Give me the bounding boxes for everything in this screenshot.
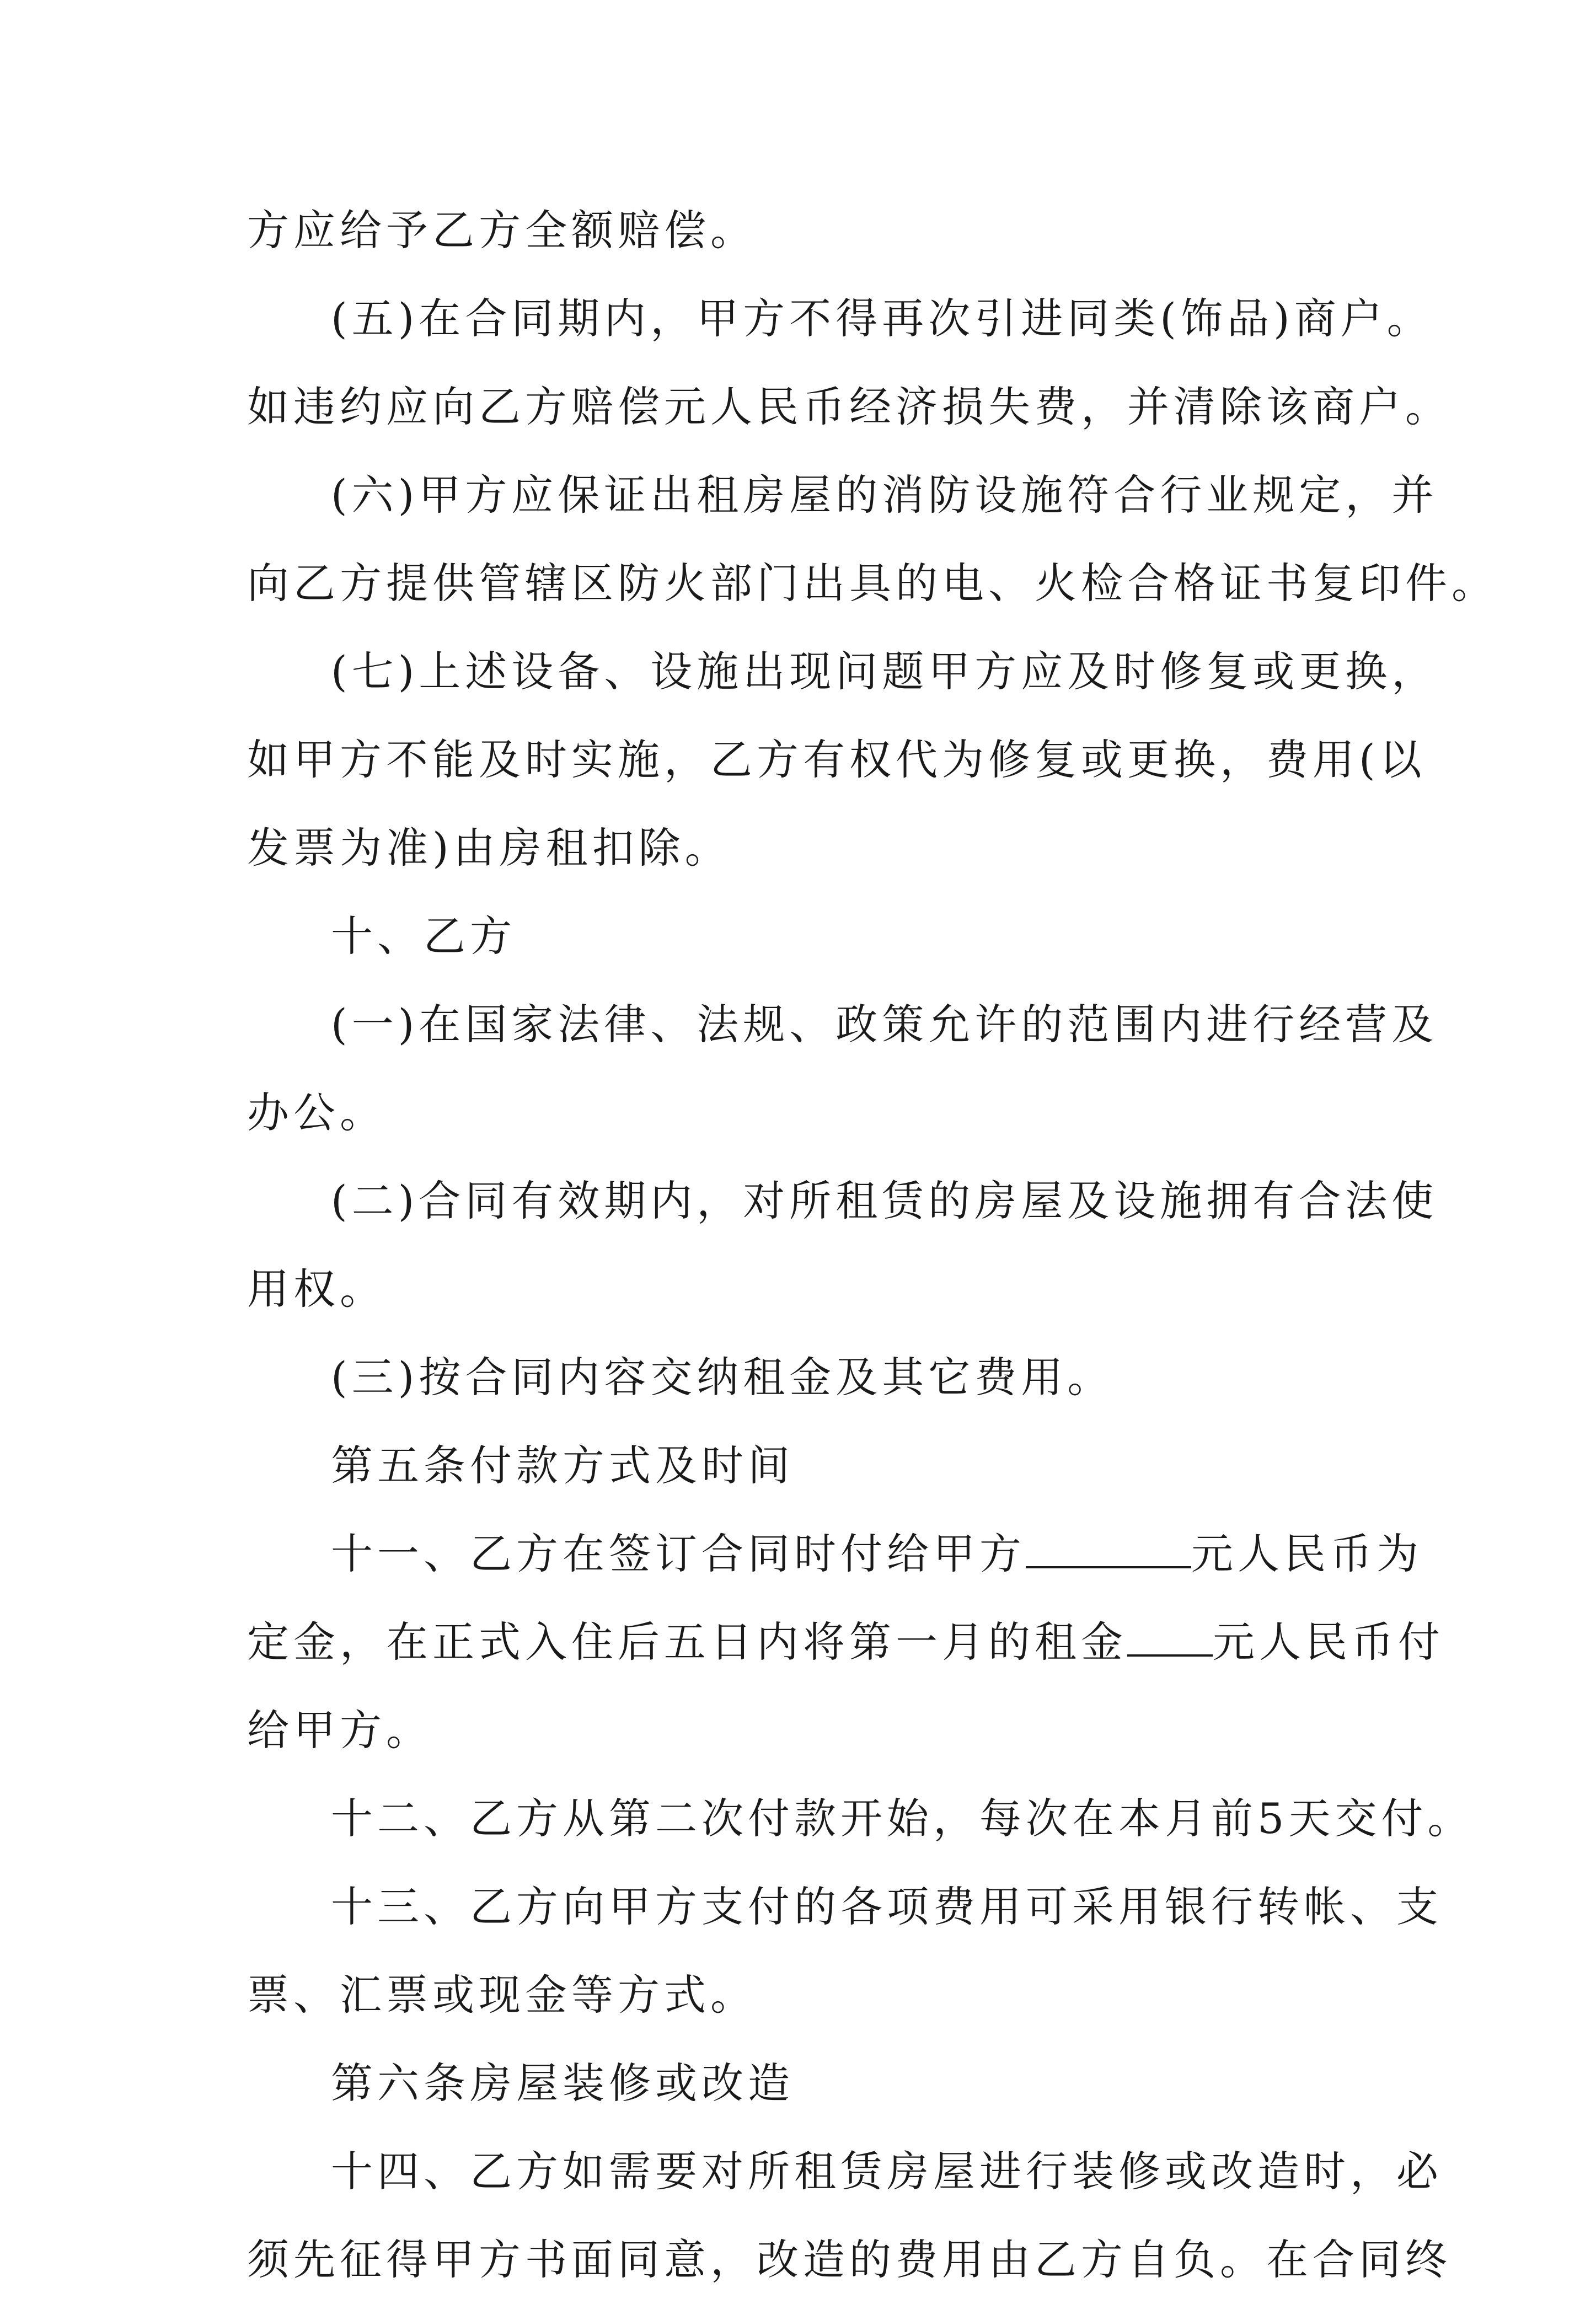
paragraph-line: 办公。 — [247, 1088, 386, 1137]
paragraph-line: 如违约应向乙方赔偿元人民币经济损失费，并清除该商户。 — [247, 382, 1452, 431]
paragraph-line: 用权。 — [247, 1264, 386, 1314]
line-text: 元人民币为 — [1191, 1529, 1423, 1578]
paragraph-line: (五)在合同期内，甲方不得再次引进同类(饰品)商户。 — [331, 294, 1433, 343]
paragraph-line: 向乙方提供管辖区防火部门出具的电、火检合格证书复印件。 — [247, 559, 1498, 608]
paragraph-line: 十三、乙方向甲方支付的各项费用可采用银行转帐、支 — [331, 1882, 1443, 1931]
paragraph-line: 发票为准)由房租扣除。 — [247, 823, 731, 872]
fill-in-blank — [1026, 1531, 1191, 1568]
line-text: 定金，在正式入住后五日内将第一月的租金 — [247, 1617, 1127, 1667]
article-heading: 第五条付款方式及时间 — [331, 1441, 794, 1490]
paragraph-line: (二)合同有效期内，对所租赁的房屋及设施拥有合法使 — [331, 1176, 1438, 1225]
contract-body — [247, 186, 1498, 2304]
paragraph-line: 方应给予乙方全额赔偿。 — [247, 206, 757, 255]
paragraph-line: 须先征得甲方书面同意，改造的费用由乙方自负。在合同终 — [247, 2235, 1452, 2284]
paragraph-line: 给甲方。 — [247, 1706, 432, 1755]
paragraph-line: (三)按合同内容交纳租金及其它费用。 — [331, 1353, 1114, 1402]
paragraph-line — [247, 1510, 1423, 1598]
paragraph-line: 十四、乙方如需要对所租赁房屋进行装修或改造时，必 — [331, 2147, 1443, 2196]
paragraph-line: 票、汇票或现金等方式。 — [247, 1970, 757, 2019]
line-text: 元人民币付 — [1213, 1617, 1444, 1667]
section-heading: 十、乙方 — [331, 912, 516, 961]
article-heading: 第六条房屋装修或改造 — [331, 2059, 794, 2108]
paragraph-line: 十二、乙方从第二次付款开始，每次在本月前5天交付。 — [331, 1794, 1474, 1843]
fill-in-blank — [1127, 1619, 1213, 1657]
paragraph-line: (一)在国家法律、法规、政策允许的范围内进行经营及 — [331, 1000, 1438, 1049]
paragraph-line — [247, 1598, 1444, 1686]
line-text: 十一、乙方在签订合同时付给甲方 — [331, 1529, 1026, 1578]
paragraph-line: (七)上述设备、设施出现问题甲方应及时修复或更换， — [331, 647, 1438, 696]
paragraph-line: 如甲方不能及时实施，乙方有权代为修复或更换，费用(以 — [247, 735, 1426, 784]
paragraph-line: (六)甲方应保证出租房屋的消防设施符合行业规定，并 — [331, 470, 1438, 519]
